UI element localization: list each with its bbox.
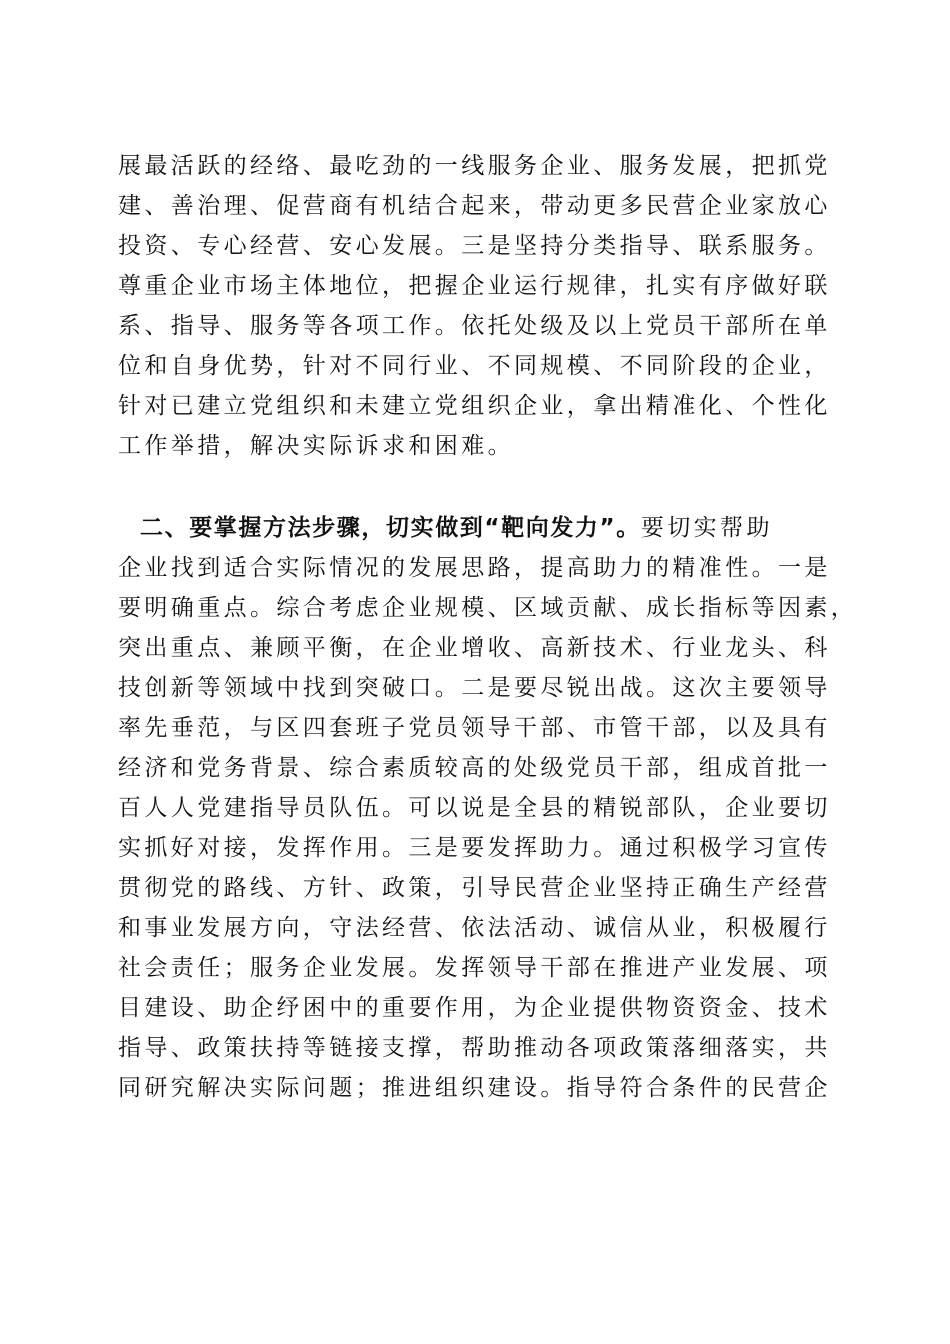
paragraph-line: 展最活跃的经络、最吃劲的一线服务企业、服务发展，把抓党 [118,153,831,179]
paragraph-line: 技创新等领域中找到突破口。二是要尽锐出战。这次主要领导 [118,675,831,701]
paragraph-1 [118,146,834,466]
paragraph-line: 针对已建立党组织和未建立党组织企业，拿出精准化、个性化 [118,393,831,419]
paragraph-line: 贯彻党的路线、方针、政策，引导民营企业坚持正确生产经营 [118,875,831,901]
paragraph-line: 同研究解决实际问题；推进组织建设。指导符合条件的民营企 [118,1075,831,1101]
paragraph-line: 尊重企业市场主体地位，把握企业运行规律，扎实有序做好联 [118,273,831,299]
paragraph-line: 工作举措，解决实际诉求和困难。 [118,433,514,459]
paragraph-line: 社会责任；服务企业发展。发挥领导干部在推进产业发展、项 [118,955,831,981]
paragraph-line: 位和自身优势，针对不同行业、不同规模、不同阶段的企业， [118,353,831,379]
paragraph-line: 系、指导、服务等各项工作。依托处级及以上党员干部所在单 [118,313,831,339]
paragraph-line: 和事业发展方向，守法经营、依法活动、诚信从业，积极履行 [118,915,831,941]
paragraph-line: 要明确重点。综合考虑企业规模、区域贡献、成长指标等因素， [118,595,858,621]
section-2-heading: 二、要掌握方法步骤，切实做到“靶向发力”。 [140,515,641,541]
paragraph-2 [118,508,858,1108]
paragraph-line: 指导、政策扶持等链接支撑，帮助推动各项政策落细落实，共 [118,1035,831,1061]
paragraph-line: 实抓好对接，发挥作用。三是要发挥助力。通过积极学习宣传 [118,835,831,861]
paragraph-line: 投资、专心经营、安心发展。三是坚持分类指导、联系服务。 [118,233,831,259]
paragraph-line: 目建设、助企纾困中的重要作用，为企业提供物资资金、技术 [118,995,831,1021]
section-2-first-line [118,508,834,548]
section-2-first-line-rest: 要切实帮助 [640,515,773,541]
paragraph-line: 经济和党务背景、综合素质较高的处级党员干部，组成首批一 [118,755,831,781]
paragraph-line: 百人人党建指导员队伍。可以说是全县的精锐部队，企业要切 [118,795,831,821]
paragraph-line: 突出重点、兼顾平衡，在企业增收、高新技术、行业龙头、科 [118,635,831,661]
paragraph-line: 建、善治理、促营商有机结合起来，带动更多民营企业家放心 [118,193,831,219]
paragraph-line: 率先垂范，与区四套班子党员领导干部、市管干部，以及具有 [118,715,831,741]
paragraph-line: 企业找到适合实际情况的发展思路，提高助力的精准性。一是 [118,555,831,581]
